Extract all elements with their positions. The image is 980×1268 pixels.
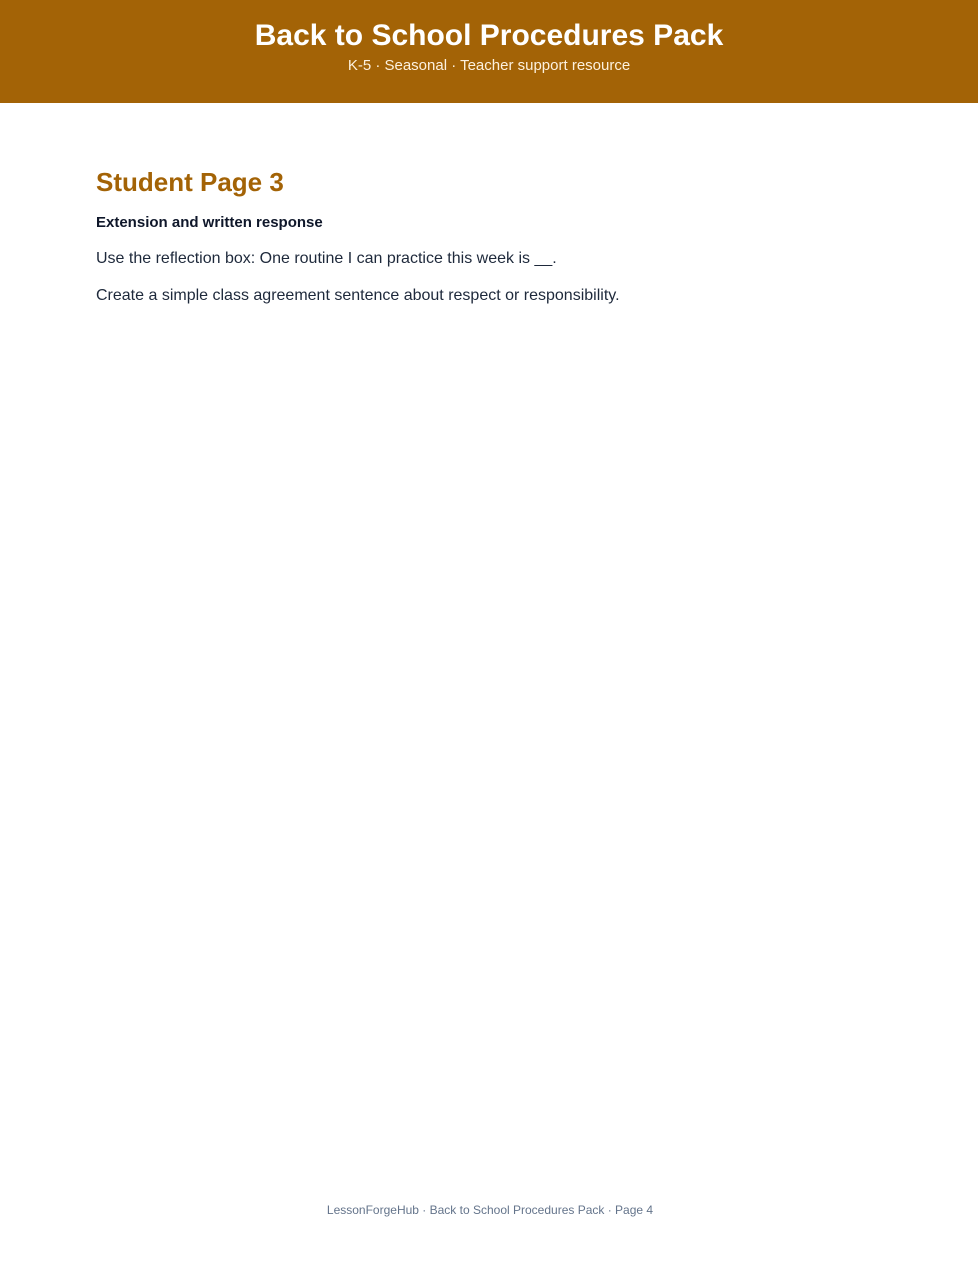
prompt-paragraph: Create a simple class agreement sentence about respect or responsibility. [96,287,620,304]
header-banner [0,0,978,103]
page-footer: LessonForgeHub · Back to School Procedures Pack · Page 4 [326,1203,654,1217]
document-title: Back to School Procedures Pack [254,19,724,52]
section-title: Student Page 3 [96,167,284,197]
section-subtitle: Extension and written response [96,214,323,231]
document-subtitle: K-5 · Seasonal · Teacher support resource [347,57,631,74]
prompt-paragraph: Use the reflection box: One routine I can practice this week is __. [96,250,557,267]
main-content [96,166,886,306]
